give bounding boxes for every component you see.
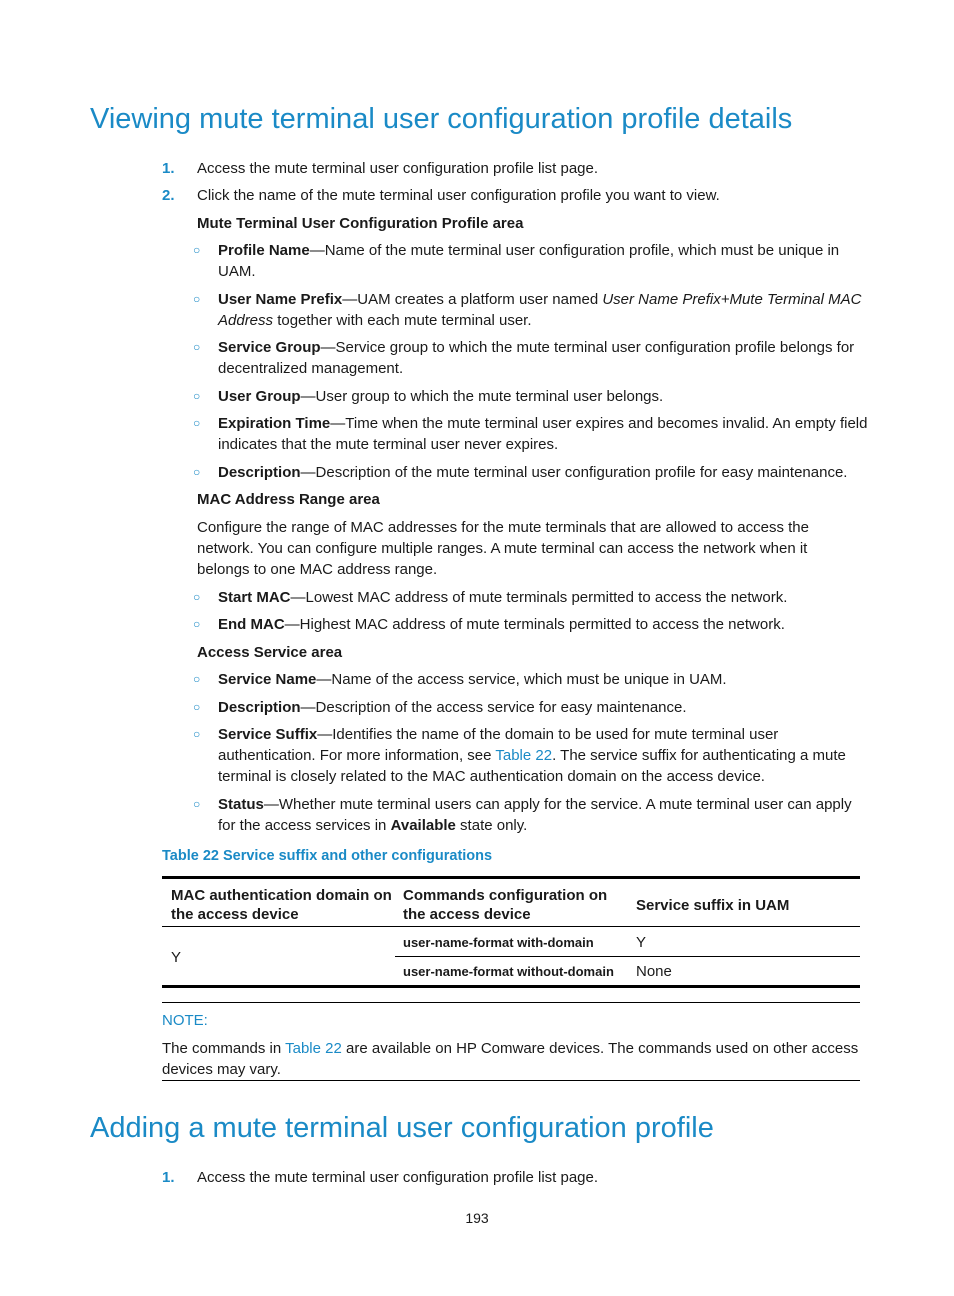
list-item	[218, 240, 868, 282]
area-heading: MAC Address Range area	[197, 491, 380, 508]
list-item	[218, 724, 868, 787]
table-cell-command: user-name-format without-domain	[403, 964, 614, 979]
bullet-icon: ○	[193, 672, 201, 686]
list-item	[218, 614, 868, 635]
bullet-icon: ○	[193, 416, 201, 430]
item-desc: —Description of the mute terminal user configuration profile for easy maintenance.	[300, 464, 848, 481]
list-item	[218, 289, 868, 331]
table-header-cell: Commands configuration on the access device	[403, 887, 608, 923]
item-term: Expiration Time	[218, 415, 331, 432]
bullet-icon: ○	[193, 727, 201, 741]
item-italic: User Name Prefix+Mute Terminal MAC Address	[218, 291, 862, 329]
bullet-icon: ○	[193, 617, 201, 631]
item-desc: —UAM creates a platform user named	[342, 291, 603, 308]
item-desc: together with each mute terminal user.	[273, 312, 532, 329]
step-number: 2.	[162, 187, 175, 204]
table-row-rule	[395, 956, 860, 957]
item-desc: —Lowest MAC address of mute terminals permitted to access the network.	[290, 589, 788, 606]
item-term: Service Suffix	[218, 726, 318, 743]
item-term: Start MAC	[218, 589, 291, 606]
list-item	[218, 794, 868, 836]
note-top-rule	[162, 1002, 860, 1003]
bullet-icon: ○	[193, 292, 201, 306]
area-intro: Configure the range of MAC addresses for the mute terminals that are allowed to access the network. You can configure multiple ranges. A mute terminal can access the network when it belongs to one MAC address range.	[197, 519, 809, 578]
item-term: Description	[218, 464, 301, 481]
item-term: User Name Prefix	[218, 291, 343, 308]
list-item	[218, 587, 868, 608]
step-number: 1.	[162, 160, 175, 177]
item-term: End MAC	[218, 616, 285, 633]
item-term: User Group	[218, 388, 301, 405]
section-title: Viewing mute terminal user configuration profile details	[90, 103, 793, 135]
note-bottom-rule	[162, 1080, 860, 1081]
list-item	[218, 669, 868, 690]
list-item	[218, 413, 868, 455]
bullet-icon: ○	[193, 590, 201, 604]
item-desc: —Service group to which the mute terminal user configuration profile belongs for decentralized management.	[218, 339, 855, 377]
section-title: Adding a mute terminal user configuration profile	[90, 1112, 714, 1144]
bullet-icon: ○	[193, 700, 201, 714]
note-text	[162, 1038, 862, 1080]
item-desc: —User group to which the mute terminal user belongs.	[300, 388, 664, 405]
step-text: Access the mute terminal user configuration profile list page.	[197, 1169, 599, 1186]
item-desc: state only.	[455, 817, 528, 834]
item-desc: —Name of the access service, which must be unique in UAM.	[316, 671, 727, 688]
item-desc: —Whether mute terminal users can apply for the service. A mute terminal user can apply for the access services in	[218, 796, 852, 834]
bullet-icon: ○	[193, 797, 201, 811]
table-header-cell: MAC authentication domain on the access device	[171, 887, 392, 923]
item-desc: —Identifies the name of the domain to be used for mute terminal user authentication. For more information, see	[218, 726, 779, 764]
table-link[interactable]: Table 22	[285, 1040, 342, 1057]
list-item	[218, 386, 868, 407]
table-link[interactable]: Table 22	[495, 747, 553, 764]
item-term: Profile Name	[218, 242, 310, 259]
step-number: 1.	[162, 1169, 175, 1186]
item-term: Description	[218, 699, 301, 716]
item-desc: —Highest MAC address of mute terminals permitted to access the network.	[284, 616, 785, 633]
area-heading: Access Service area	[197, 644, 343, 661]
table-top-rule	[162, 876, 860, 879]
item-bold: Available	[390, 817, 456, 834]
item-desc: —Name of the mute terminal user configuration profile, which must be unique in UAM.	[218, 242, 840, 280]
table-cell: Y	[636, 934, 647, 951]
item-desc: . The service suffix for authenticating a mute terminal is closely related to the MAC authentication domain on the access device.	[218, 747, 846, 785]
table-caption: Table 22 Service suffix and other configurations	[162, 848, 493, 864]
item-desc: —Description of the access service for easy maintenance.	[300, 699, 687, 716]
area-heading: Mute Terminal User Configuration Profile area	[197, 215, 524, 232]
bullet-icon: ○	[193, 340, 201, 354]
item-term: Service Group	[218, 339, 321, 356]
bullet-icon: ○	[193, 243, 201, 257]
note-text-part: are available on HP Comware devices. The commands used on other access devices may vary.	[162, 1040, 859, 1078]
table-bottom-rule	[162, 985, 860, 988]
page-number: 193	[465, 1210, 489, 1226]
bullet-icon: ○	[193, 465, 201, 479]
item-term: Service Name	[218, 671, 317, 688]
table-header-cell: Service suffix in UAM	[636, 897, 790, 914]
table-header-rule	[162, 926, 860, 927]
list-item	[218, 337, 868, 379]
table-cell: Y	[171, 949, 182, 966]
bullet-icon: ○	[193, 389, 201, 403]
step-text: Click the name of the mute terminal user configuration profile you want to view.	[197, 187, 720, 204]
list-item	[218, 462, 868, 483]
list-item	[218, 697, 868, 718]
table-cell: None	[636, 963, 672, 980]
item-term: Status	[218, 796, 264, 813]
table-cell-command: user-name-format with-domain	[403, 935, 594, 950]
note-text-part: The commands in	[162, 1040, 286, 1057]
item-desc: —Time when the mute terminal user expires and becomes invalid. An empty field indicates that the mute terminal user never expires.	[218, 415, 868, 453]
step-text: Access the mute terminal user configuration profile list page.	[197, 160, 599, 177]
note-label: NOTE:	[162, 1012, 208, 1029]
